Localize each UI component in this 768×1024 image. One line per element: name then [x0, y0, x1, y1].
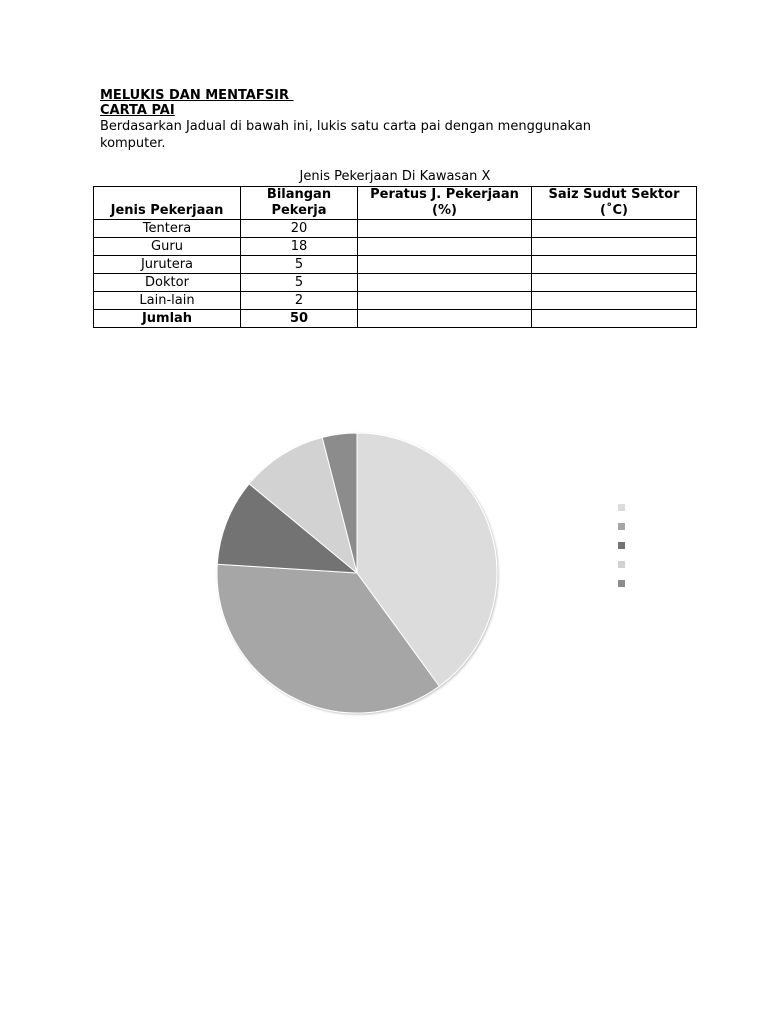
- table-total-row: [94, 310, 697, 328]
- cell-percent: [358, 256, 532, 274]
- pie-chart: [200, 425, 520, 725]
- table-caption: Jenis Pekerjaan Di Kawasan X: [299, 169, 491, 184]
- legend-swatch-tentera: [618, 504, 625, 511]
- cell-angle: [532, 220, 697, 238]
- cell-count: 18: [241, 238, 358, 256]
- cell-angle: [532, 238, 697, 256]
- heading-line-2: CARTA PAI: [100, 103, 175, 118]
- cell-angle: [532, 292, 697, 310]
- cell-count: 5: [241, 274, 358, 292]
- header-angle: Saiz Sudut Sektor (˚C): [532, 187, 697, 220]
- header-count: Bilangan Pekerja: [241, 187, 358, 220]
- cell-job: Jurutera: [94, 256, 241, 274]
- cell-count: 2: [241, 292, 358, 310]
- table-row: [94, 256, 697, 274]
- legend-swatch-lain-lain: [618, 580, 625, 587]
- cell-percent: [358, 274, 532, 292]
- cell-total-count: 50: [241, 310, 358, 328]
- legend-swatch-guru: [618, 523, 625, 530]
- cell-job: Tentera: [94, 220, 241, 238]
- cell-angle: [532, 274, 697, 292]
- cell-total-label: Jumlah: [94, 310, 241, 328]
- cell-percent: [358, 238, 532, 256]
- table-row: [94, 220, 697, 238]
- cell-total-percent: [358, 310, 532, 328]
- cell-percent: [358, 292, 532, 310]
- cell-job: Lain-lain: [94, 292, 241, 310]
- cell-job: Guru: [94, 238, 241, 256]
- table-row: [94, 238, 697, 256]
- cell-percent: [358, 220, 532, 238]
- table-row: [94, 274, 697, 292]
- header-percent: Peratus J. Pekerjaan (%): [358, 187, 532, 220]
- cell-total-angle: [532, 310, 697, 328]
- heading-line-1: MELUKIS DAN MENTAFSIR: [100, 88, 294, 103]
- legend-swatch-doktor: [618, 561, 625, 568]
- table-header-row: [94, 187, 697, 220]
- cell-job: Doktor: [94, 274, 241, 292]
- job-table: [93, 186, 697, 328]
- intro-text: Berdasarkan Jadual di bawah ini, lukis satu carta pai dengan menggunakan komputer.: [100, 119, 592, 151]
- chart-legend: [618, 504, 625, 599]
- cell-count: 20: [241, 220, 358, 238]
- header-job: Jenis Pekerjaan: [94, 187, 241, 220]
- cell-angle: [532, 256, 697, 274]
- legend-swatch-jurutera: [618, 542, 625, 549]
- table-row: [94, 292, 697, 310]
- cell-count: 5: [241, 256, 358, 274]
